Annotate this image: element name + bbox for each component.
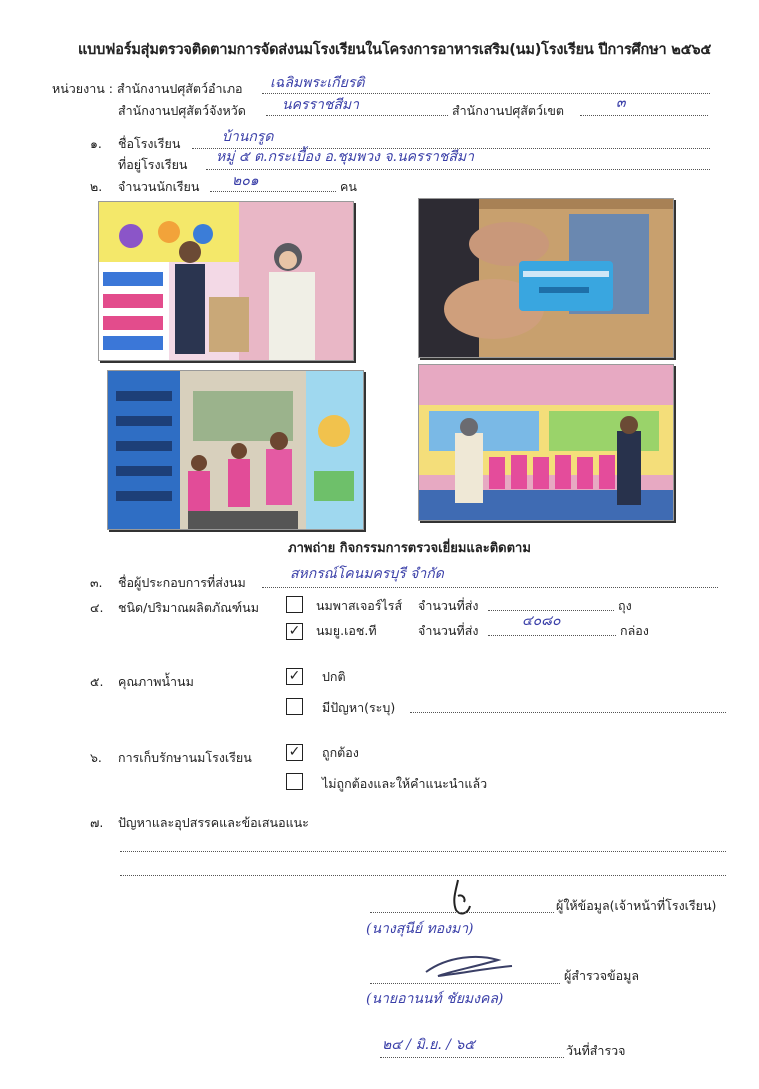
photo-milk-inspection [98,201,354,361]
surveyor-sign-line [370,983,560,984]
problems-label: ปัญหาและอุปสรรคและข้อเสนอแนะ [118,815,309,830]
product-uht-unit: กล่อง [620,623,649,638]
agency-province-value: นครราชสีมา [282,97,359,113]
students-unit: คน [340,179,357,194]
quality-problem-label: มีปัญหา(ระบุ) [322,700,396,715]
product-uht-qty-line [488,635,616,636]
informant-name: (นางสุนีย์ ทองมา) [366,921,474,937]
school-num: ๑. [90,136,102,151]
storage-correct-checkbox[interactable]: ✓ [286,744,303,761]
photo-class-group [418,364,674,521]
informant-role: ผู้ให้ข้อมูล(เจ้าหน้าที่โรงเรียน) [556,898,717,913]
agency-province-label: สำนักงานปศุสัตว์จังหวัด [118,103,246,118]
informant-signature [444,876,480,920]
students-label: จำนวนนักเรียน [118,179,200,194]
agency-region-value: ๓ [616,95,626,111]
storage-correct-label: ถูกต้อง [322,745,359,760]
agency-region-line [580,115,708,116]
quality-problem-checkbox[interactable] [286,698,303,715]
problems-num: ๗. [90,815,104,830]
storage-incorrect-label: ไม่ถูกต้องและให้คำแนะนำแล้ว [322,776,488,791]
product-num: ๔. [90,600,104,615]
students-value: ๒๐๑ [232,173,259,189]
school-name-label: ชื่อโรงเรียน [118,136,181,151]
product-pasteurized-label: นมพาสเจอร์ไรส์ [316,598,403,613]
problems-line-2 [120,875,726,876]
product-pasteurized-qty-label: จำนวนที่ส่ง [418,598,479,613]
school-address-value: หมู่ ๕ ต.กระเบื้อง อ.ชุมพวง จ.นครราชสีมา [216,149,474,165]
storage-incorrect-checkbox[interactable] [286,773,303,790]
supplier-value: สหกรณ์โคนมครบุรี จำกัด [290,566,444,582]
surveyor-name: (นายอานนท์ ชัยมงคล) [366,991,504,1007]
photo-class-group-image [419,365,673,520]
photo-school-children-image [108,371,363,529]
quality-normal-checkbox[interactable]: ✓ [286,668,303,685]
supplier-num: ๓. [90,575,103,590]
supplier-label: ชื่อผู้ประกอบการที่ส่งนม [118,575,246,590]
surveyor-role: ผู้สำรวจข้อมูล [564,968,639,983]
school-name-value: บ้านกรูด [222,129,274,145]
agency-region-label: สำนักงานปศุสัตว์เขต [452,103,564,118]
agency-district-value: เฉลิมพระเกียรติ [270,75,365,91]
photo-milk-carton-image [419,199,673,357]
quality-label: คุณภาพน้ำนม [118,674,194,689]
product-pasteurized-unit: ถุง [618,598,632,613]
form-title: แบบฟอร์มสุ่มตรวจติดตามการจัดส่งนมโรงเรียนในโครงการอาหารเสริม(นม)โรงเรียน ปีการศึกษา ๒๕๖๕ [78,42,712,58]
product-uht-checkbox[interactable]: ✓ [286,623,303,640]
survey-date-label: วันที่สำรวจ [566,1043,626,1058]
product-uht-qty-value: ๔๐๘๐ [522,613,561,629]
quality-problem-line [410,712,726,713]
product-pasteurized-checkbox[interactable] [286,596,303,613]
product-label: ชนิด/ปริมาณผลิตภัณฑ์นม [118,600,259,615]
storage-label: การเก็บรักษานมโรงเรียน [118,750,252,765]
photo-milk-carton [418,198,674,358]
agency-label: หน่วยงาน : สำนักงานปศุสัตว์อำเภอ [52,81,243,96]
survey-date-value: ๒๔ / มิ.ย. / ๖๕ [382,1037,475,1053]
product-uht-qty-label: จำนวนที่ส่ง [418,623,479,638]
survey-date-line [380,1057,564,1058]
school-address-line [206,169,710,170]
surveyor-signature [418,950,518,982]
photo-school-children [107,370,364,530]
students-line [210,191,336,192]
quality-normal-label: ปกติ [322,669,346,684]
school-address-label: ที่อยู่โรงเรียน [118,157,188,172]
product-uht-label: นมยู.เอช.ที [316,623,377,638]
quality-num: ๕. [90,674,104,689]
photo-milk-inspection-image [99,202,353,360]
problems-line-1 [120,851,726,852]
students-num: ๒. [90,179,103,194]
informant-sign-line [370,912,554,913]
photos-caption: ภาพถ่าย กิจกรรมการตรวจเยี่ยมและติดตาม [288,541,531,556]
supplier-line [262,587,718,588]
storage-num: ๖. [90,750,102,765]
